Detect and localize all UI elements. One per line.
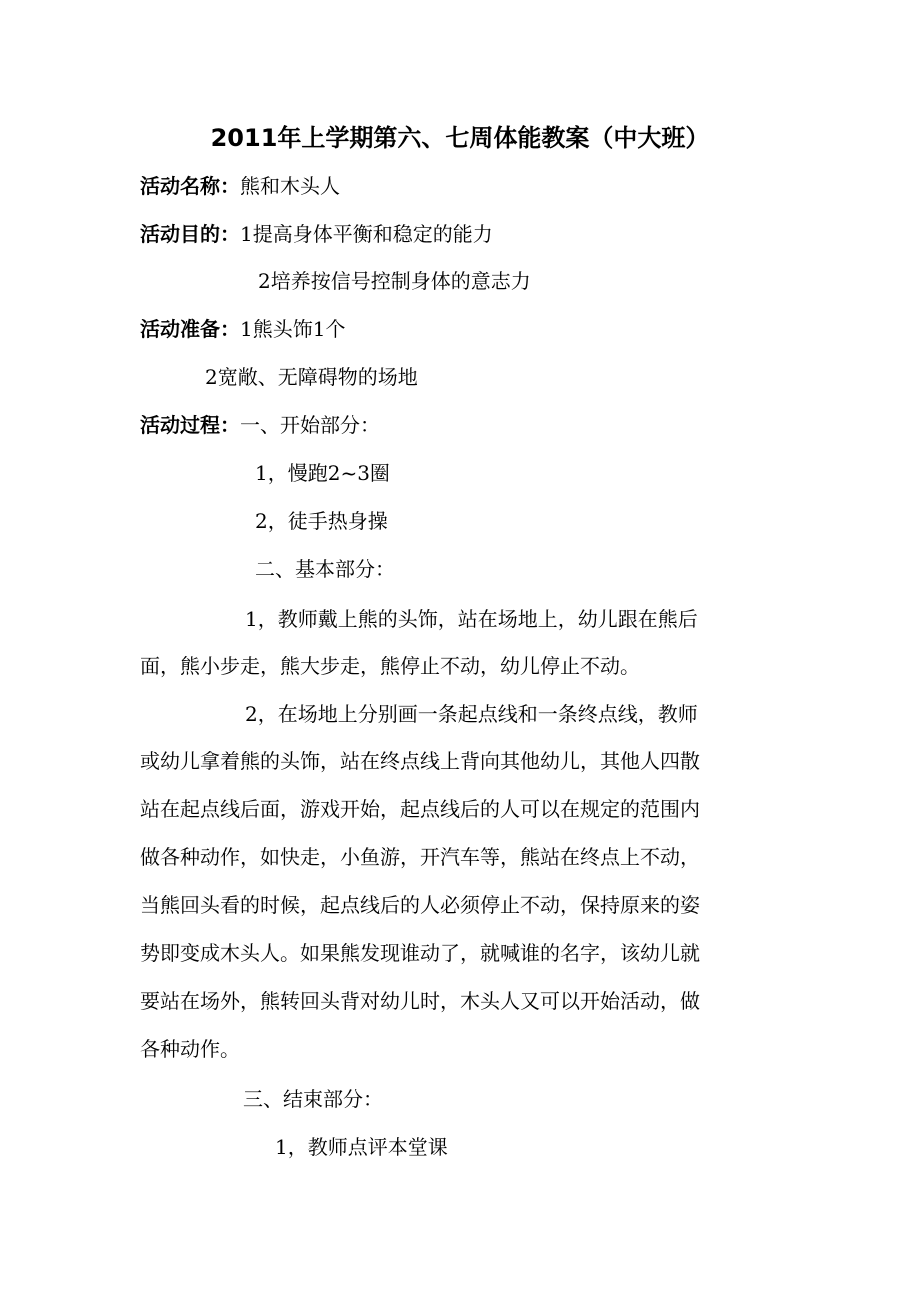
part-1-heading: 一、开始部分：: [240, 413, 380, 437]
part-3-item-1: 1，教师点评本堂课: [275, 1135, 448, 1159]
part-2-paragraph-2-line-8: 各种动作。: [140, 1037, 240, 1061]
part-2-paragraph-2-line-4: 做各种动作，如快走，小鱼游，开汽车等，熊站在终点上不动，: [140, 845, 700, 869]
activity-name-value: 熊和木头人: [240, 174, 340, 198]
activity-prep-2: 2宽敞、无障碍物的场地: [205, 365, 418, 389]
activity-process-row: [140, 409, 380, 441]
document-title: 2011年上学期第六、七周体能教案（中大班）: [210, 124, 710, 152]
activity-goal-1: 1提高身体平衡和稳定的能力: [240, 222, 493, 246]
activity-goal-row: [140, 218, 493, 250]
activity-prep-1: 1熊头饰1个: [240, 317, 346, 341]
part-2-paragraph-2-line-5: 当熊回头看的时候，起点线后的人必须停止不动，保持原来的姿: [140, 893, 700, 917]
part-2-paragraph-2-line-1: 2，在场地上分别画一条起点线和一条终点线，教师: [245, 702, 698, 726]
activity-name-label: 活动名称：: [140, 174, 240, 198]
part-2-paragraph-1-line-1: 1，教师戴上熊的头饰，站在场地上，幼儿跟在熊后: [245, 607, 698, 631]
part-2-paragraph-2-line-7: 要站在场外，熊转回头背对幼儿时，木头人又可以开始活动，做: [140, 989, 700, 1013]
part-2-paragraph-2-line-3: 站在起点线后面，游戏开始，起点线后的人可以在规定的范围内: [140, 797, 700, 821]
activity-name-row: [140, 170, 340, 202]
activity-goal-2: 2培养按信号控制身体的意志力: [258, 269, 531, 293]
part-1-item-2: 2，徒手热身操: [255, 509, 388, 533]
activity-goal-label: 活动目的：: [140, 222, 240, 246]
part-2-paragraph-2-line-6: 势即变成木头人。如果熊发现谁动了，就喊谁的名字，该幼儿就: [140, 941, 700, 965]
activity-prep-row: [140, 313, 345, 345]
part-1-item-1: 1，慢跑2~3圈: [255, 461, 390, 485]
part-2-paragraph-2-line-2: 或幼儿拿着熊的头饰，站在终点线上背向其他幼儿，其他人四散: [140, 749, 700, 773]
part-2-heading: 二、基本部分：: [255, 557, 395, 581]
activity-process-label: 活动过程：: [140, 413, 240, 437]
activity-prep-label: 活动准备：: [140, 317, 240, 341]
part-2-paragraph-1-line-2: 面，熊小步走，熊大步走，熊停止不动，幼儿停止不动。: [140, 654, 640, 678]
part-3-heading: 三、结束部分：: [243, 1087, 383, 1111]
